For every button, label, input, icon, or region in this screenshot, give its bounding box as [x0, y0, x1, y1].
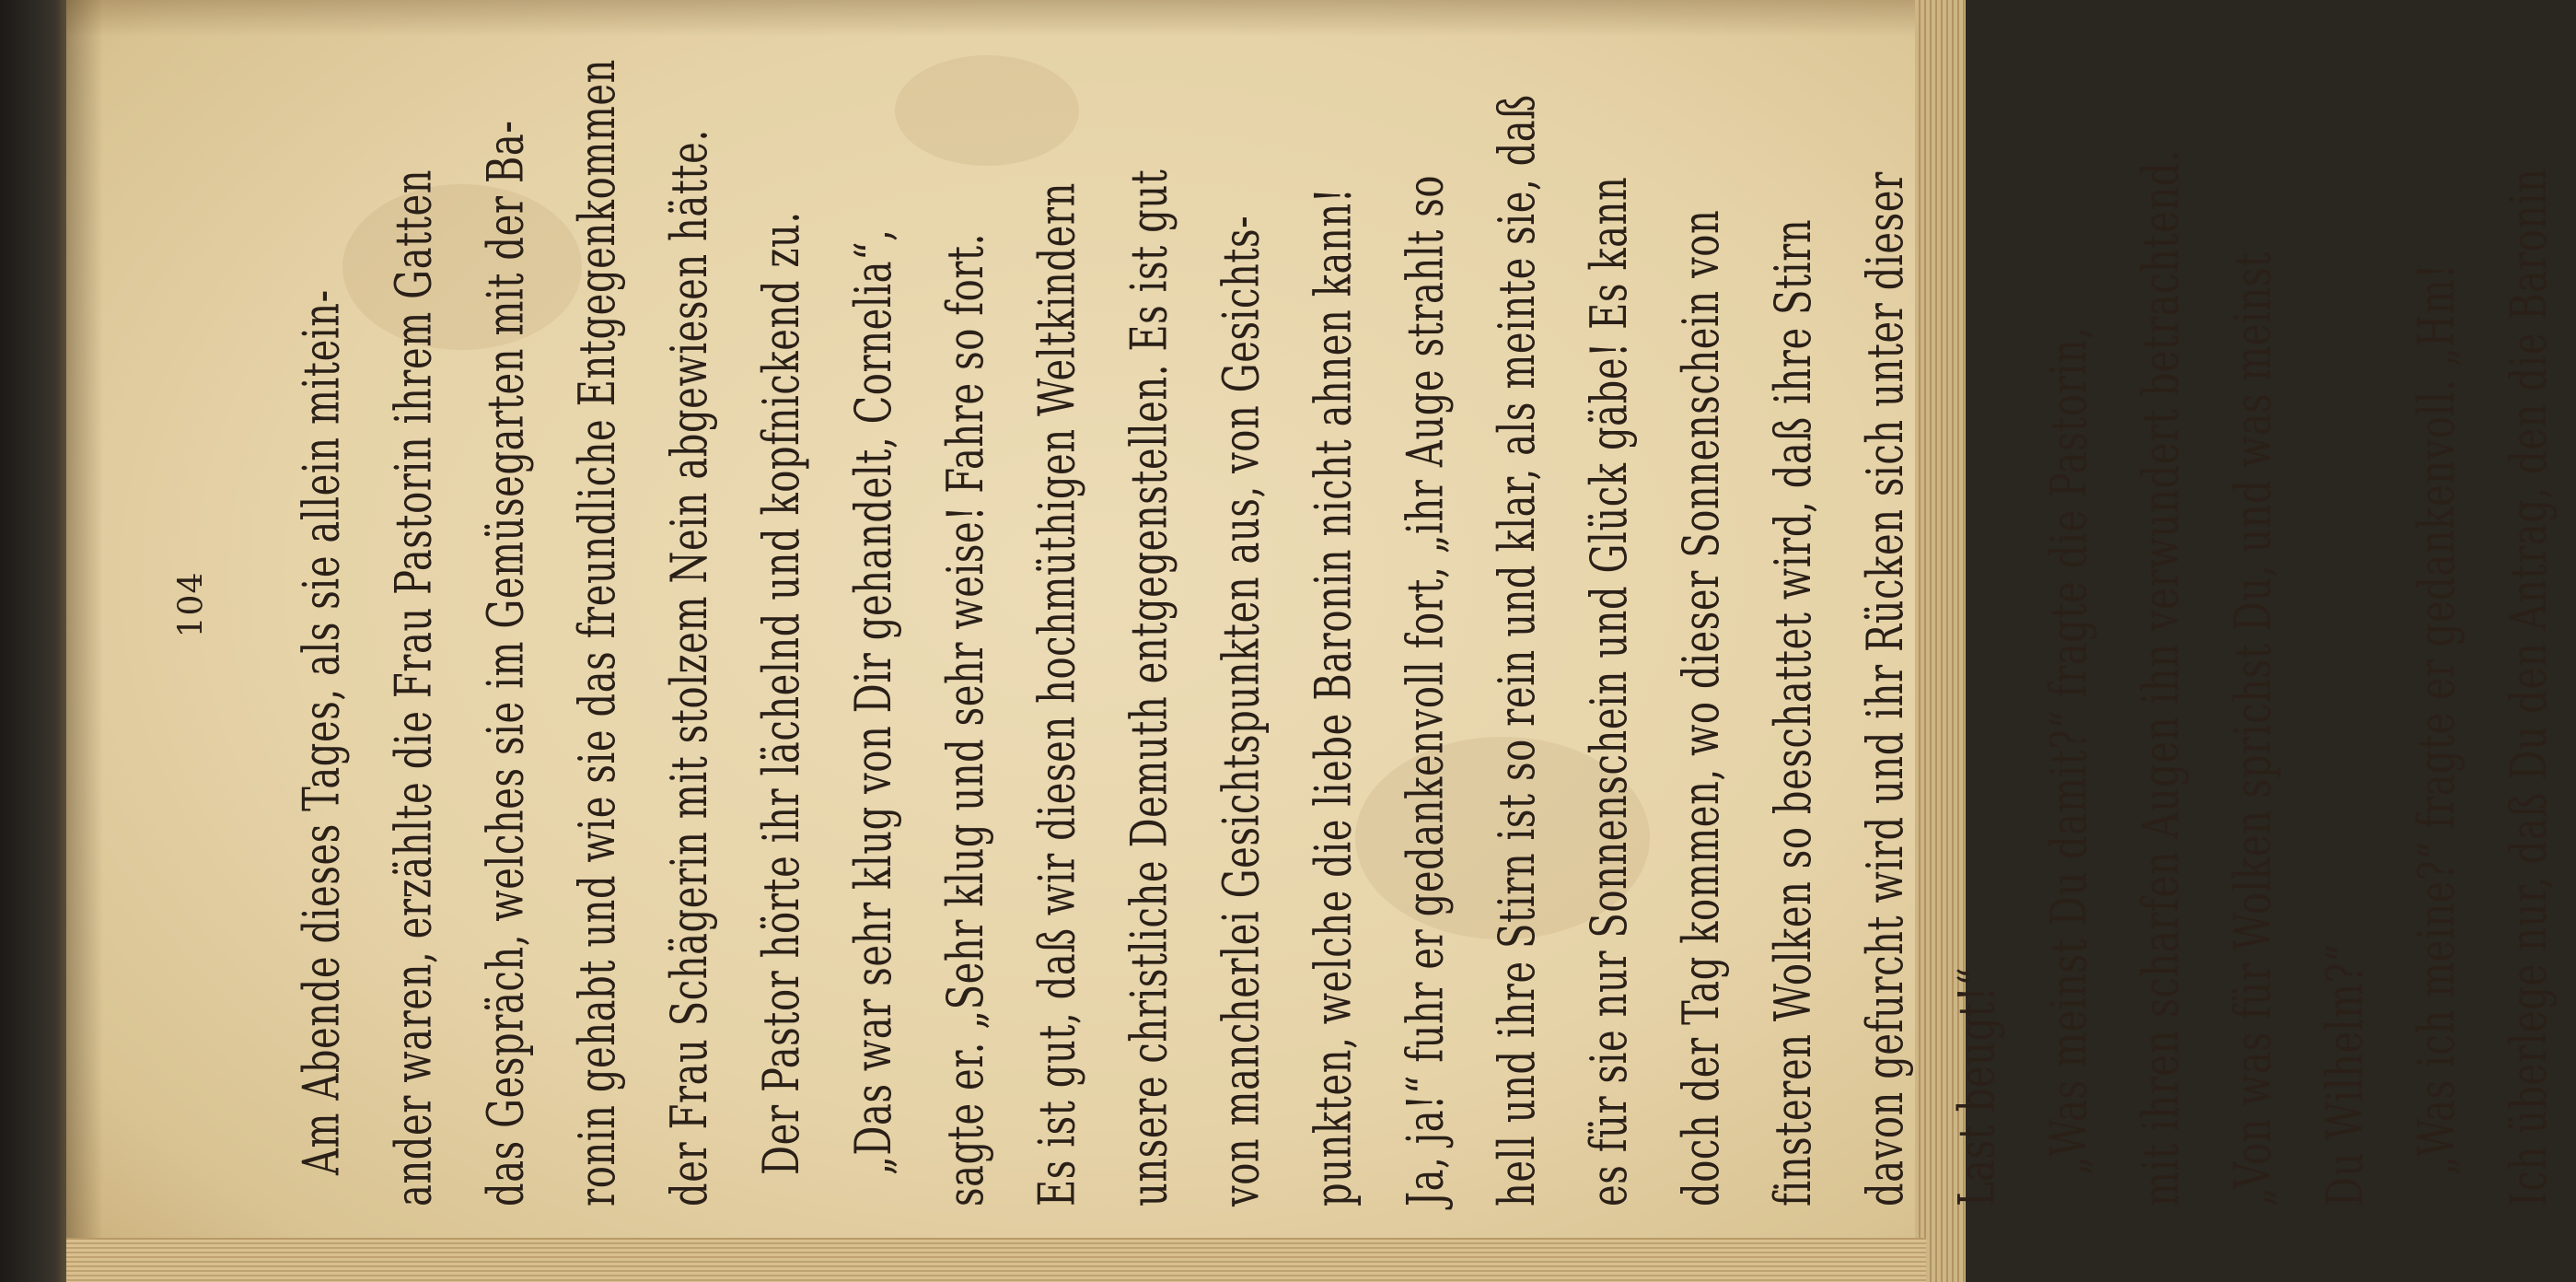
text-line: Du Wilhelm?“ — [2316, 943, 2374, 1206]
text-line: der Frau Schägerin mit stolzem Nein abgewiesen hätte. — [661, 129, 719, 1206]
text-line: mit ihren scharfen Augen ihn verwundert betrachtend. — [2132, 149, 2190, 1206]
text-line: sagte er. „Sehr klug und sehr weise! Fahre so fort. — [937, 233, 995, 1206]
page-edges-bottom — [66, 1238, 1926, 1282]
text-line: das Gespräch, welches sie im Gemüsegarten mit der Ba- — [477, 120, 535, 1206]
page-text — [276, 9, 2559, 1206]
text-line: hell und ihre Stirn ist so rein und klar, als meinte sie, daß — [1489, 94, 1547, 1206]
text-line: „Von was für Wolken sprichst Du, und was meinst — [2224, 251, 2282, 1206]
text-line: „Was ich meine?“ fragte er gedankenvoll. „Hm! — [2408, 263, 2466, 1175]
page-gutter-shadow — [66, 0, 103, 1282]
text-line: finsteren Wolken so beschattet wird, daß ihre Stirn — [1765, 218, 1823, 1206]
text-line: ronin gehabt und wie sie das freundliche Entgegenkommen — [569, 58, 627, 1206]
text-line: Es ist gut, daß wir diesen hochmüthigen Weltkindern — [1029, 182, 1087, 1206]
text-line: von mancherlei Gesichtspunkten aus, von Gesichts- — [1213, 215, 1271, 1206]
page-number: 104 — [172, 571, 211, 638]
text-line: Der Pastor hörte ihr lächelnd und kopfnickend zu. — [753, 211, 811, 1175]
text-line: Ja, ja!“ fuhr er gedankenvoll fort, „ihr Auge strahlt so — [1397, 174, 1455, 1206]
text-line: Am Abende dieses Tages, als sie allein mitein- — [293, 289, 351, 1175]
text-line: unsere christliche Demuth entgegenstellen. Es ist gut — [1121, 169, 1179, 1206]
text-line: Last beugt!“ — [1949, 966, 2007, 1206]
text-line: Ich überlege nur, daß Du den Antrag, den die Baronin — [2501, 168, 2559, 1206]
text-line: doch der Tag kommen, wo dieser Sonnenschein von — [1673, 209, 1731, 1206]
text-line: davon gefurcht wird und ihr Rücken sich unter dieser — [1857, 171, 1915, 1206]
text-line: ander waren, erzählte die Frau Pastorin ihrem Gatten — [385, 169, 443, 1206]
text-line: „Was meinst Du damit?“ fragte die Pastorin, — [2041, 326, 2099, 1175]
text-line: es für sie nur Sonnenschein und Glück gäbe! Es kann — [1581, 176, 1639, 1206]
text-line: „Das war sehr klug von Dir gehandelt, Cornelia“, — [845, 228, 903, 1175]
text-line: punkten, welche die liebe Baronin nicht ahnen kann! — [1305, 187, 1363, 1206]
